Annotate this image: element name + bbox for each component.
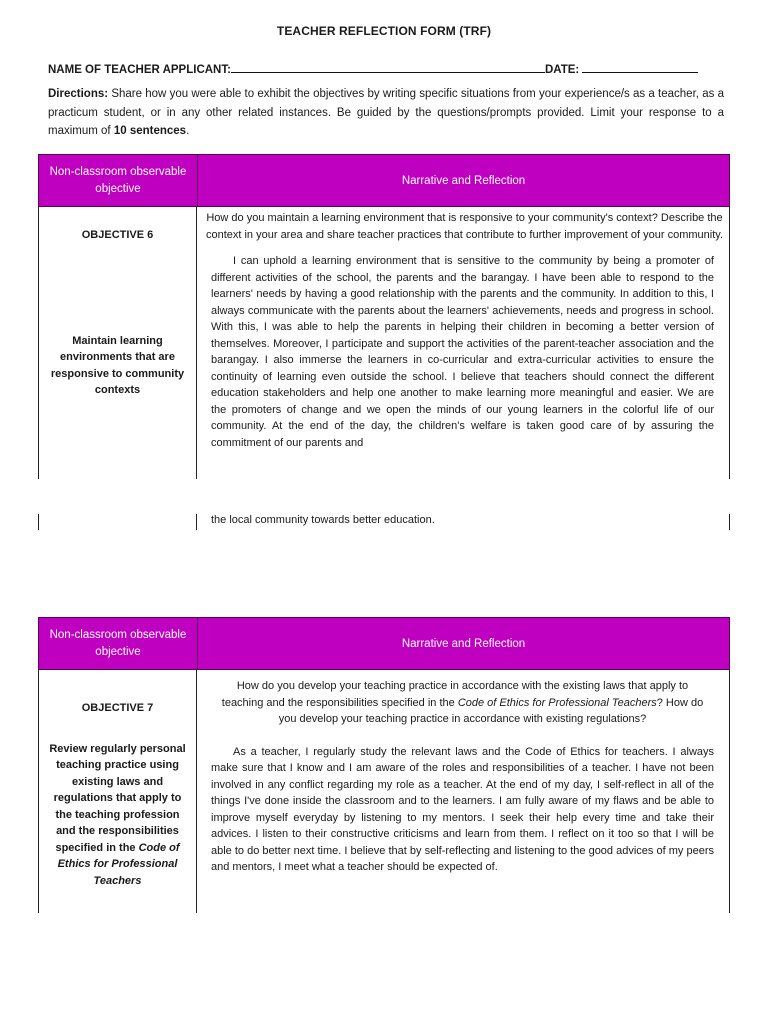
narrative-text: I can uphold a learning environment that is sensitive to the community by being a promoter of different activities of the school, the parents and the barangay. I have been able to respond to the learners' needs by having a good relationship with the parents and the community. In addition to this, I always communicate with the parents about the learners' achievements, needs and progress in school. With this, I was able to help the parents in helping their children in becoming a better version of themselves. Moreover, I participate and support the activities of the parent-teacher association and the barangay. I also immerse the learners in co-curricular and extra-curricular activities to ensure the continuity of learning even outside the school. I believe that teachers should connect the different education stakeholders and help one another to make learning more meaningful and easier. We are the promoters of change and we open the minds of our young learners in the colorful life of our community. At the end of the day, the children's welfare is taken good care of by assuring the commitment of our parents and bbox=[211, 255, 714, 449]
header-objective-type: Non-classroom observable objective bbox=[39, 618, 198, 669]
header-narrative: Narrative and Reflection bbox=[401, 637, 526, 650]
applicant-line bbox=[48, 61, 688, 76]
directions-label: Directions: bbox=[48, 88, 109, 100]
sentence-limit: 10 sentences bbox=[113, 125, 187, 137]
header-objective-type: Non-classroom observable objective bbox=[39, 155, 198, 206]
name-field[interactable] bbox=[231, 61, 545, 73]
objective-number: OBJECTIVE 7 bbox=[81, 702, 154, 714]
objective-7-table bbox=[38, 617, 730, 913]
table-border-right bbox=[729, 514, 730, 530]
objective-6-table bbox=[38, 154, 730, 479]
date-field[interactable] bbox=[582, 61, 698, 73]
objective-number: OBJECTIVE 6 bbox=[81, 229, 154, 241]
name-label: NAME OF TEACHER APPLICANT: bbox=[48, 64, 231, 76]
table-header bbox=[38, 617, 730, 670]
form-title: TEACHER REFLECTION FORM (TRF) bbox=[276, 24, 492, 38]
directions: Directions: Share how you were able to exhibit the objectives by writing specific situations from your experience/s as a teacher, as a practicum student, or in any other related instances. Be guided by the questions/prompts provided. Limit your response to a maximum of 10 sentences. bbox=[48, 88, 724, 137]
narrative-text: As a teacher, I regularly study the relevant laws and the Code of Ethics for teachers. I always make sure that I know and I am aware of the roles and responsibilities of a teacher. I have not been involved in any conflict regarding my role as a teacher. At the end of my day, I self-reflect in all of the things I've done inside the classroom and to the learners. I am fully aware of my flaws and be able to improve myself everyday by listening to my mentors. I seek their help every time and take their advices. I listen to their constructive criticisms and learn from them. I reflect on it too so that I will be able to do better next time. I believe that by self-reflecting and listening to the good advices of my peers and mentors, I meet what a teacher should be expected of. bbox=[211, 745, 714, 873]
table-border-left bbox=[38, 514, 39, 530]
objective-description: Review regularly personal teaching practice using existing laws and regulations that apply to the teaching profession and the responsibilities specified in the Code of Ethics for Professional Teachers bbox=[49, 742, 186, 887]
directions-text: Share how you were able to exhibit the objectives by writing specific situations from your experience/s as a teacher, as a practicum student, or in any other related instances. Be guided by the questions/prompts provided. Limit your response to a maximum of bbox=[48, 88, 724, 137]
objective-description: Maintain learning environments that are responsive to community contexts bbox=[50, 334, 185, 396]
date-label: DATE: bbox=[544, 64, 580, 76]
narrative-cell bbox=[197, 670, 730, 913]
objective-cell bbox=[38, 207, 197, 479]
objective-cell bbox=[38, 670, 197, 913]
header-narrative: Narrative and Reflection bbox=[401, 174, 526, 187]
table-border-mid bbox=[196, 514, 197, 530]
objective-row bbox=[38, 207, 730, 479]
narrative-continuation: the local community towards better education. bbox=[211, 514, 435, 526]
table-header bbox=[38, 154, 730, 207]
guide-question: How do you develop your teaching practice in accordance with the existing laws that apply to teaching and the responsibilities specified in the Code of Ethics for Professional Teachers? How do you develop your teaching practice in accordance with existing regulations? bbox=[221, 680, 704, 725]
objective-row bbox=[38, 670, 730, 913]
guide-question: How do you maintain a learning environment that is responsive to your community's context? Describe the context in your area and share teacher practices that contribute to further improvement of your community. bbox=[205, 212, 724, 241]
narrative-cell bbox=[197, 207, 730, 479]
